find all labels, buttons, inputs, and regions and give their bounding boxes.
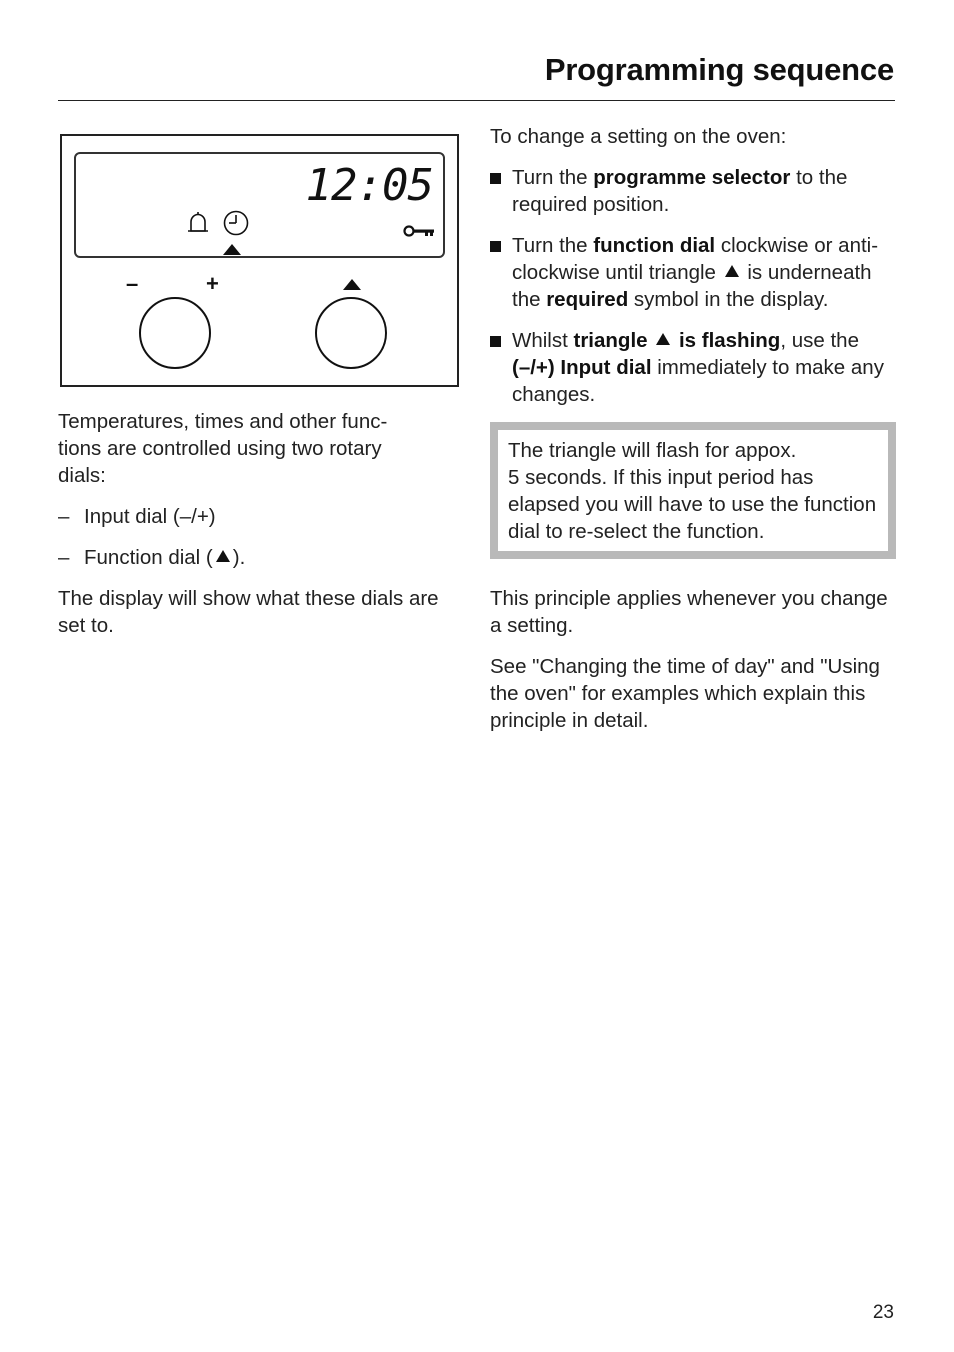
minus-label: – (126, 271, 139, 296)
intro-paragraph (58, 408, 458, 489)
bold-text: triangle (573, 329, 654, 352)
text-run: , use the (780, 329, 859, 352)
intro-line-2: tions are controlled using two rotary (58, 437, 382, 460)
left-column (58, 408, 458, 653)
list-item-input-dial (58, 503, 458, 530)
text-run: symbol in the display. (628, 288, 829, 311)
see-also-paragraph: See "Changing the time of day" and "Using the oven" for examples which explain this principle in detail. (490, 655, 880, 732)
dash-bullet: – (58, 546, 70, 569)
text-run: immediately to make any changes. (512, 356, 884, 406)
list-item-function-dial (58, 544, 458, 571)
control-panel-illustration (60, 134, 459, 387)
text-run: to the required position. (512, 166, 848, 216)
note-text: 5 seconds. If this input period has elapsed you will have to use the function dial to re-select the function. (508, 466, 877, 543)
list-item-label-end: ). (232, 546, 246, 569)
bold-text: programme selector (593, 166, 791, 189)
clock-icon (222, 209, 250, 237)
input-dial (139, 297, 211, 369)
list-item-input-dial (490, 327, 890, 408)
text-run: Whilst (512, 329, 574, 352)
dash-bullet: – (58, 505, 70, 528)
page-number: 23 (872, 1302, 894, 1323)
bold-text: required (546, 288, 629, 311)
list-item-function-dial (490, 232, 890, 313)
outro-paragraph: The display will show what these dials are set to. (58, 587, 439, 637)
triangle-icon (656, 333, 670, 345)
function-dial (315, 297, 387, 369)
selection-triangle-icon (223, 244, 241, 255)
time-readout: 12:05 (305, 160, 433, 211)
key-icon (403, 224, 435, 238)
note-box (490, 422, 896, 559)
square-bullet-icon (490, 173, 501, 184)
right-column (490, 123, 890, 748)
oven-display (74, 152, 445, 258)
plus-label: + (206, 271, 219, 296)
text-run: Turn the (512, 234, 594, 257)
header-rule (58, 100, 895, 101)
bold-text: (–/+) Input dial (512, 356, 652, 379)
text-run: is underneath the (512, 261, 872, 311)
function-triangle-icon (343, 279, 361, 290)
square-bullet-icon (490, 336, 501, 347)
instructions-intro: To change a setting on the oven: (490, 125, 787, 148)
text-run: Turn the (512, 166, 594, 189)
list-item-label: Input dial (–/+) (84, 505, 216, 528)
text-run: clockwise or anti-clockwise until triangle (512, 234, 879, 284)
list-item-label: Function dial ( (84, 546, 213, 569)
triangle-icon (725, 265, 739, 277)
bold-text: function dial (593, 234, 716, 257)
principle-paragraph: This principle applies whenever you change a setting. (490, 587, 888, 637)
list-item-programme-selector (490, 164, 890, 218)
square-bullet-icon (490, 241, 501, 252)
bold-text: is flashing (673, 329, 781, 352)
intro-line-3: dials: (58, 464, 106, 487)
bell-icon (187, 211, 209, 237)
intro-line-1: Temperatures, times and other func- (58, 410, 388, 433)
page-title: Programming sequence (544, 52, 894, 87)
triangle-icon (216, 550, 230, 562)
note-line-1: The triangle will flash for appox. (508, 439, 797, 462)
